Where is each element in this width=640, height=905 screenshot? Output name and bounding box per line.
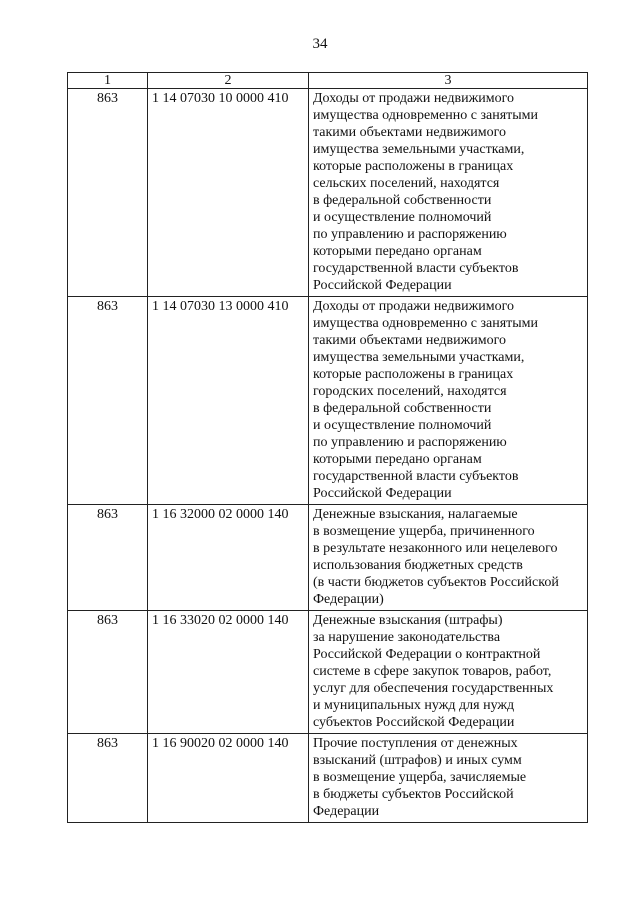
budget-classification-code-cell: 1 16 90020 02 0000 140 — [148, 734, 309, 823]
description-line: и осуществление полномочий — [313, 210, 492, 225]
description-line: Федерации — [313, 804, 380, 819]
description-line: в бюджеты субъектов Российской — [313, 787, 514, 802]
description-line: и осуществление полномочий — [313, 418, 492, 433]
budget-classification-code-cell: 1 16 33020 02 0000 140 — [148, 611, 309, 734]
description-line: городских поселений, находятся — [313, 384, 507, 399]
description-line: которые расположены в границах — [313, 159, 514, 174]
description-line: услуг для обеспечения государственных — [313, 681, 554, 696]
description-line: в результате незаконного или нецелевого — [313, 541, 558, 556]
table-row — [68, 505, 588, 611]
revenue-description-cell — [309, 734, 588, 823]
description-line: (в части бюджетов субъектов Российской — [313, 575, 559, 590]
column-header-1: 1 — [68, 73, 148, 89]
description-line: за нарушение законодательства — [313, 630, 501, 645]
description-line: Российской Федерации о контрактной — [313, 647, 541, 662]
description-line: системе в сфере закупок товаров, работ, — [313, 664, 552, 679]
description-line: по управлению и распоряжению — [313, 227, 507, 242]
budget-classification-code-cell: 1 14 07030 10 0000 410 — [148, 89, 309, 297]
description-line: Российской Федерации — [313, 278, 452, 293]
table-header — [68, 73, 588, 89]
description-line: имущества одновременно с занятыми — [313, 108, 539, 123]
table-header-row — [68, 73, 588, 89]
admin-code-cell: 863 — [68, 734, 148, 823]
column-header-3: 3 — [309, 73, 588, 89]
description-line: субъектов Российской Федерации — [313, 715, 515, 730]
description-line: имущества земельными участками, — [313, 142, 525, 157]
description-line: Российской Федерации — [313, 486, 452, 501]
description-line: государственной власти субъектов — [313, 469, 519, 484]
admin-code-cell: 863 — [68, 505, 148, 611]
revenue-description-cell — [309, 505, 588, 611]
description-line: имущества земельными участками, — [313, 350, 525, 365]
revenue-description-cell — [309, 611, 588, 734]
description-line: Доходы от продажи недвижимого — [313, 299, 514, 314]
table-body — [68, 89, 588, 823]
description-line: которыми передано органам — [313, 244, 482, 259]
description-line: которые расположены в границах — [313, 367, 514, 382]
description-line: Доходы от продажи недвижимого — [313, 91, 514, 106]
description-line: такими объектами недвижимого — [313, 125, 507, 140]
description-line: такими объектами недвижимого — [313, 333, 507, 348]
description-line: государственной власти субъектов — [313, 261, 519, 276]
revenue-description-cell — [309, 297, 588, 505]
admin-code-cell: 863 — [68, 89, 148, 297]
description-line: сельских поселений, находятся — [313, 176, 500, 191]
budget-classification-code-cell: 1 14 07030 13 0000 410 — [148, 297, 309, 505]
description-line: и муниципальных нужд для нужд — [313, 698, 515, 713]
admin-code-cell: 863 — [68, 611, 148, 734]
table-row — [68, 611, 588, 734]
description-line: взысканий (штрафов) и иных сумм — [313, 753, 522, 768]
description-line: Федерации) — [313, 592, 384, 607]
description-line: Денежные взыскания, налагаемые — [313, 507, 518, 522]
description-line: которыми передано органам — [313, 452, 482, 467]
column-header-2: 2 — [148, 73, 309, 89]
description-line: в возмещение ущерба, зачисляемые — [313, 770, 527, 785]
budget-classification-code-cell: 1 16 32000 02 0000 140 — [148, 505, 309, 611]
description-line: в возмещение ущерба, причиненного — [313, 524, 535, 539]
table-row — [68, 734, 588, 823]
description-line: имущества одновременно с занятыми — [313, 316, 539, 331]
revenue-codes-table — [67, 72, 588, 823]
description-line: по управлению и распоряжению — [313, 435, 507, 450]
revenue-description-cell — [309, 89, 588, 297]
description-line: в федеральной собственности — [313, 193, 492, 208]
page-number: 34 — [312, 36, 328, 52]
description-line: Прочие поступления от денежных — [313, 736, 518, 751]
description-line: Денежные взыскания (штрафы) — [313, 613, 503, 628]
admin-code-cell: 863 — [68, 297, 148, 505]
table-row — [68, 89, 588, 297]
description-line: в федеральной собственности — [313, 401, 492, 416]
description-line: использования бюджетных средств — [313, 558, 523, 573]
table-row — [68, 297, 588, 505]
